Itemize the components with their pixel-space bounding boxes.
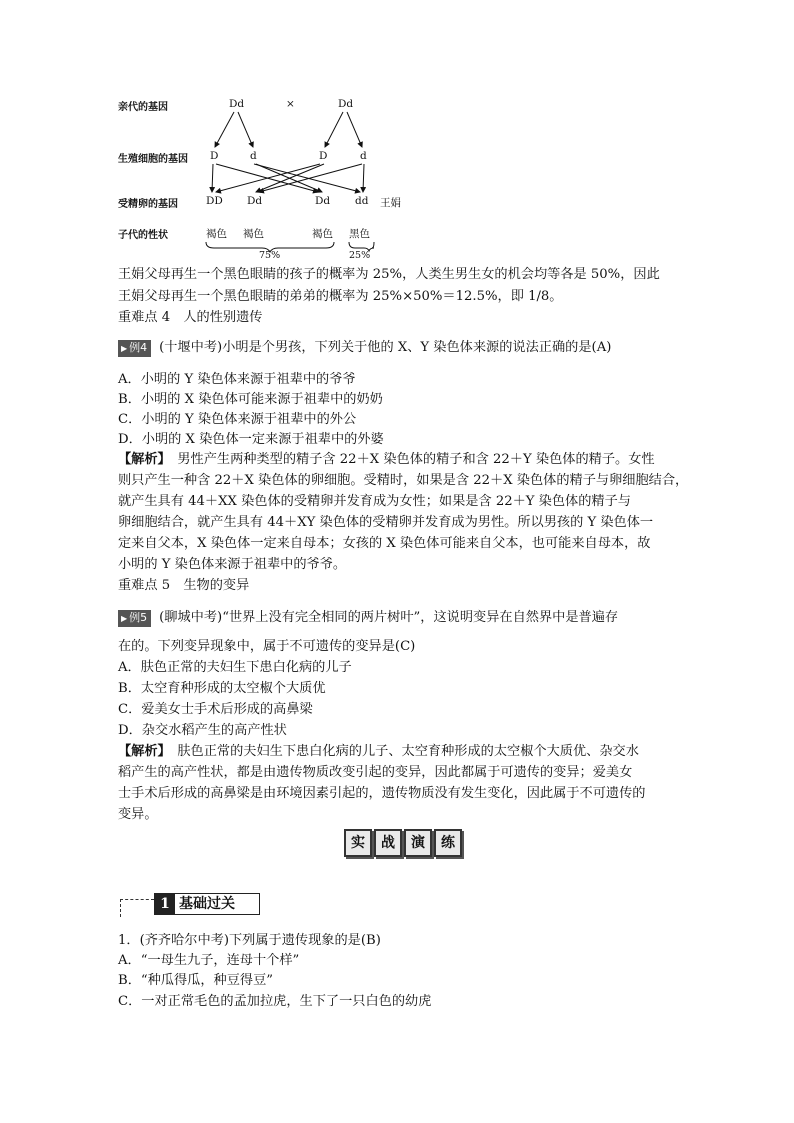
analysis-line: 变异。 bbox=[118, 807, 158, 822]
parent-genotype-left: Dd bbox=[229, 98, 245, 110]
analysis-line: 【解析】 肤色正常的夫妇生下患白化病的儿子、太空育种形成的太空椒个大质优、杂交水 bbox=[118, 744, 639, 759]
row-label-traits: 子代的性状 bbox=[118, 230, 168, 241]
question-line: 在的。下列变异现象中，属于不可遗传的变异是(C) bbox=[118, 639, 416, 654]
section-title: 基础过关 bbox=[179, 896, 235, 912]
zygote-4: dd bbox=[355, 195, 369, 207]
banner-char: 实 bbox=[344, 829, 372, 857]
example-5-tag: ▶ 例5 bbox=[118, 610, 151, 627]
analysis-label: 【解析】 bbox=[118, 744, 165, 759]
banner-char: 战 bbox=[374, 829, 402, 857]
section-header bbox=[120, 893, 260, 919]
trait-1: 褐色 bbox=[206, 228, 227, 240]
option-d: D．小明的 X 染色体一定来源于祖辈中的外婆 bbox=[118, 432, 384, 447]
section-heading-4: 重难点 4 人的性别遗传 bbox=[118, 310, 263, 325]
option-b: B．“种瓜得瓜，种豆得豆” bbox=[118, 973, 274, 988]
analysis-label: 【解析】 bbox=[118, 452, 165, 467]
zygote-2: Dd bbox=[247, 195, 263, 207]
analysis-line: 【解析】 男性产生两种类型的精子含 22＋X 染色体的精子和含 22＋Y 染色体的精子。女性 bbox=[118, 452, 655, 467]
example-4-tag: ▶ 例4 bbox=[118, 340, 151, 357]
option-b: B．太空育种形成的太空椒个大质优 bbox=[118, 681, 326, 696]
paragraph-line: 王娟父母再生一个黑色眼睛的孩子的概率为 25%，人类生男生女的机会均等各是 50%，因此 bbox=[118, 267, 660, 282]
option-b: B．小明的 X 染色体可能来源于祖辈中的奶奶 bbox=[118, 392, 383, 407]
option-a: A．“一母生九子，连母十个样” bbox=[118, 953, 300, 968]
row-label-zygotes: 受精卵的基因 bbox=[118, 199, 178, 210]
trait-4: 黑色 bbox=[349, 228, 370, 240]
zygote-note: 王娟 bbox=[380, 197, 401, 209]
example-5-question: ▶ 例5 (聊城中考)“世界上没有完全相同的两片树叶”，这说明变异在自然界中是普遍存 bbox=[118, 609, 618, 627]
section-number: 1 bbox=[155, 894, 175, 914]
trait-2: 褐色 bbox=[243, 228, 264, 240]
analysis-line: 就产生具有 44＋XX 染色体的受精卵并发育成为女性；如果是含 22＋Y 染色体的精子与 bbox=[118, 494, 631, 509]
banner-char: 演 bbox=[404, 829, 432, 857]
option-a: A．小明的 Y 染色体来源于祖辈中的爷爷 bbox=[118, 372, 356, 387]
option-a: A．肤色正常的夫妇生下患白化病的儿子 bbox=[118, 660, 352, 675]
banner-char: 练 bbox=[434, 829, 462, 857]
gamete-2: d bbox=[250, 150, 257, 162]
gamete-1: D bbox=[210, 150, 219, 162]
analysis-line: 小明的 Y 染色体来源于祖辈中的爷爷。 bbox=[118, 557, 347, 572]
analysis-line: 则只产生一种含 22＋X 染色体的卵细胞。受精时，如果是含 22＋X 染色体的精子与卵细胞结合， bbox=[118, 473, 689, 488]
row-label-parents: 亲代的基因 bbox=[118, 102, 168, 113]
option-c: C．一对正常毛色的孟加拉虎，生下了一只白色的幼虎 bbox=[118, 994, 432, 1009]
question-1-stem: 1．(齐齐哈尔中考)下列属于遗传现象的是(B) bbox=[118, 933, 381, 948]
play-triangle-icon: ▶ bbox=[121, 614, 128, 623]
play-triangle-icon: ▶ bbox=[121, 344, 128, 353]
option-c: C．爱美女士手术后形成的高鼻梁 bbox=[118, 702, 313, 717]
percent-brown: 75% bbox=[259, 250, 281, 261]
zygote-3: Dd bbox=[315, 195, 331, 207]
zygote-1: DD bbox=[206, 195, 223, 207]
analysis-line: 士手术后形成的高鼻梁是由环境因素引起的，遗传物质没有发生变化，因此属于不可遗传的 bbox=[118, 786, 646, 801]
analysis-line: 卵细胞结合，就产生具有 44＋XY 染色体的受精卵并发育成为男性。所以男孩的 Y 染色体一 bbox=[118, 515, 654, 530]
cross-symbol: × bbox=[286, 98, 295, 110]
practice-banner bbox=[344, 829, 462, 857]
parent-genotype-right: Dd bbox=[338, 98, 354, 110]
gamete-4: d bbox=[360, 150, 367, 162]
option-d: D．杂交水稻产生的高产性状 bbox=[118, 723, 287, 738]
trait-3: 褐色 bbox=[312, 228, 333, 240]
paragraph-line: 王娟父母再生一个黑色眼睛的弟弟的概率为 25%×50%＝12.5%，即 1/8。 bbox=[118, 289, 563, 304]
section-heading-5: 重难点 5 生物的变异 bbox=[118, 578, 250, 593]
analysis-line: 稻产生的高产性状，都是由遗传物质改变引起的变异，因此都属于可遗传的变异；爱美女 bbox=[118, 765, 633, 780]
example-4-question: ▶ 例4 (十堰中考)小明是个男孩，下列关于他的 X、Y 染色体来源的说法正确的是(A) bbox=[118, 339, 611, 357]
percent-black: 25% bbox=[349, 250, 371, 261]
row-label-gametes: 生殖细胞的基因 bbox=[118, 154, 188, 165]
diagram-arrows bbox=[0, 0, 794, 280]
gamete-3: D bbox=[319, 150, 328, 162]
analysis-line: 定来自父本，X 染色体一定来自母本；女孩的 X 染色体可能来自父本，也可能来自母本，故 bbox=[118, 536, 651, 551]
option-c: C．小明的 Y 染色体来源于祖辈中的外公 bbox=[118, 412, 357, 427]
